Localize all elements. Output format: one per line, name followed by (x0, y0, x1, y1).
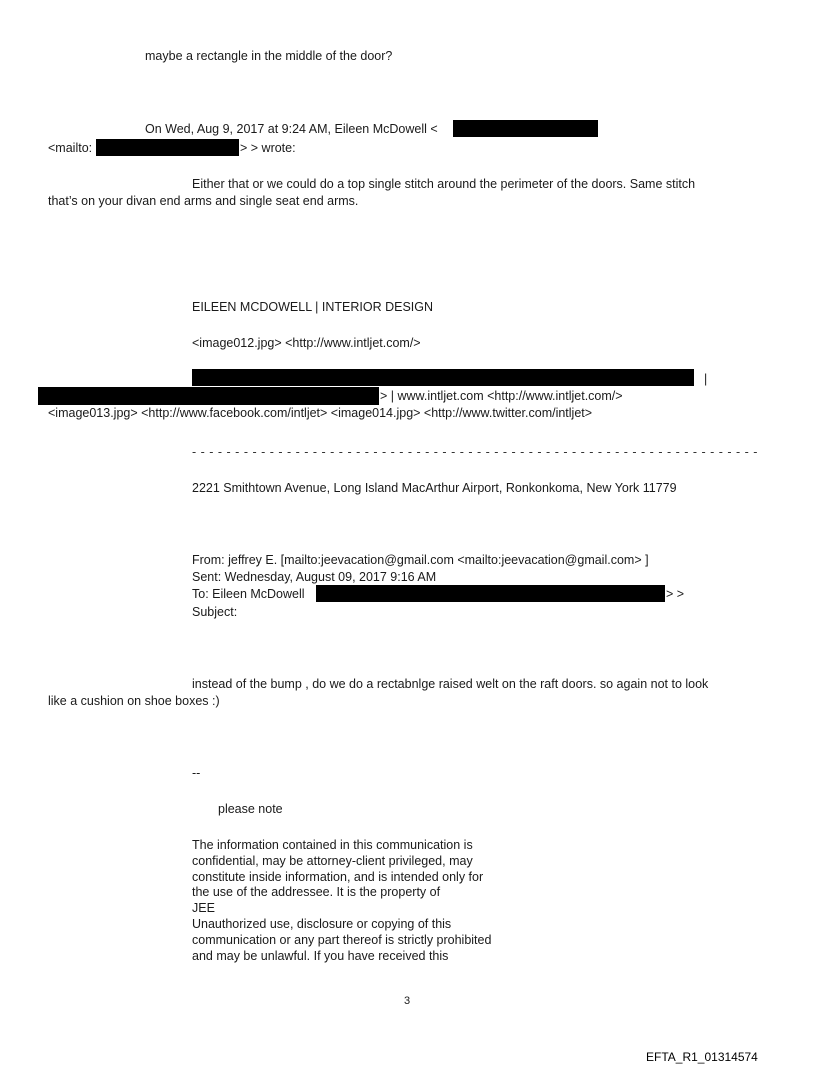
signature-dashes: -- (192, 766, 201, 780)
disclaimer-line: the use of the addressee. It is the property of (192, 885, 441, 900)
disclaimer-block (192, 838, 532, 964)
redaction-block (38, 387, 379, 405)
disclaimer-line: constitute inside information, and is intended only for (192, 869, 484, 884)
text-rectangle-question: maybe a rectangle in the middle of the door? (145, 49, 393, 63)
quoted-mailto-prefix: <mailto: (48, 141, 93, 155)
reply-line-1: Either that or we could do a top single stitch around the perimeter of the doors. Same stitch (192, 177, 696, 191)
signature-divider: - - - - - - - - - - - - - - - - - - - - - - - - - - - - - - - - - - - - - - - - - - - - - - - - - - - - - - - - - - - - - - - - - - (192, 445, 758, 459)
disclaimer-line: and may be unlawful. If you have received this (192, 948, 449, 963)
signature-social-line: <image013.jpg> <http://www.facebook.com/intljet> <image014.jpg> <http://www.twitter.com/intljet> (48, 406, 593, 420)
signature-image-line: <image012.jpg> <http://www.intljet.com/> (192, 336, 421, 350)
signature-web-line: > | www.intljet.com <http://www.intljet.com/> (380, 389, 623, 403)
original-sent: Sent: Wednesday, August 09, 2017 9:16 AM (192, 570, 437, 584)
redaction-block (96, 139, 239, 156)
original-to: To: Eileen McDowell (192, 587, 305, 601)
disclaimer-line: JEE (192, 901, 215, 916)
please-note-heading: please note (218, 802, 283, 816)
signature-name-line: EILEEN MCDOWELL | INTERIOR DESIGN (192, 300, 434, 314)
redaction-block (453, 120, 598, 137)
original-subject: Subject: (192, 605, 238, 619)
signature-pipe: | (704, 372, 708, 386)
original-to-suffix: > > (666, 587, 685, 601)
document-id: EFTA_R1_01314574 (646, 1050, 758, 1064)
page-number: 3 (404, 995, 411, 1007)
disclaimer-line: communication or any part thereof is strictly prohibited (192, 932, 492, 947)
redaction-block (316, 585, 665, 602)
quoted-wrote-suffix: > > wrote: (240, 141, 296, 155)
signature-address: 2221 Smithtown Avenue, Long Island MacArthur Airport, Ronkonkoma, New York 11779 (192, 481, 677, 495)
original-from: From: jeffrey E. [mailto:jeevacation@gmail.com <mailto:jeevacation@gmail.com> ] (192, 553, 649, 567)
disclaimer-line: Unauthorized use, disclosure or copying of this (192, 916, 452, 931)
reply-line-2: that’s on your divan end arms and single seat end arms. (48, 194, 359, 208)
redaction-block (192, 369, 694, 386)
original-body-line-1: instead of the bump , do we do a rectabnlge raised welt on the raft doors. so again not to look (192, 677, 709, 691)
disclaimer-line: confidential, may be attorney-client privileged, may (192, 853, 473, 868)
disclaimer-line: The information contained in this communication is (192, 838, 473, 852)
quoted-header-line: On Wed, Aug 9, 2017 at 9:24 AM, Eileen McDowell < (145, 122, 438, 136)
original-body-line-2: like a cushion on shoe boxes :) (48, 694, 220, 708)
